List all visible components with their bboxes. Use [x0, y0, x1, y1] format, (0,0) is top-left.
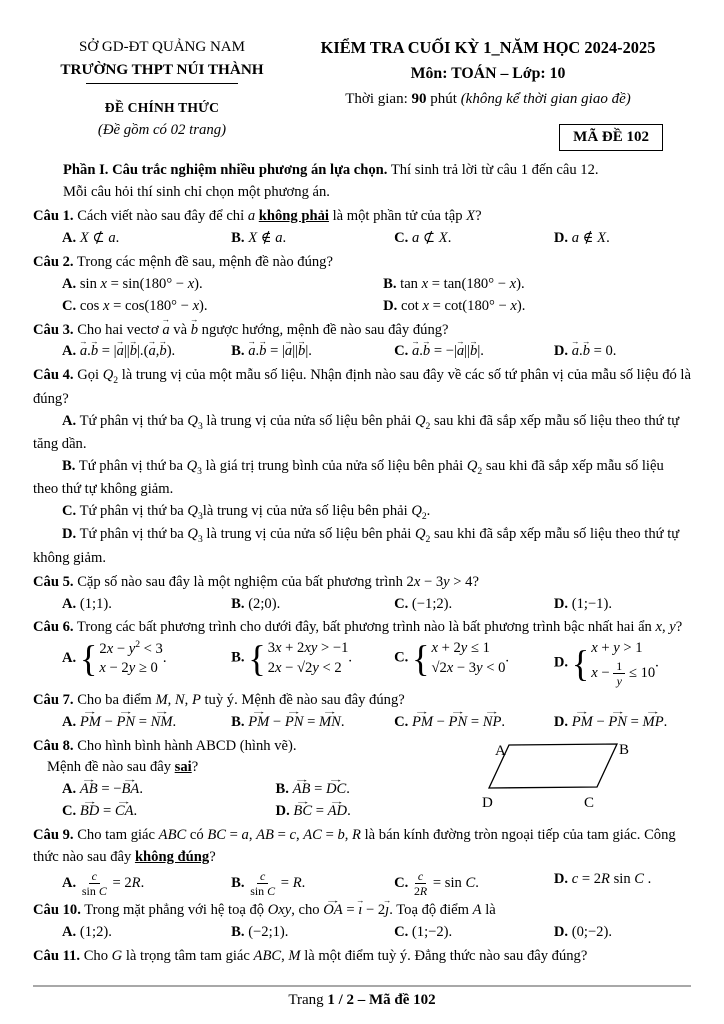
question-2-option-A: A. sin x = sin(180° − x). [62, 275, 203, 292]
question-1-option-D: D. a ∉ X. [553, 229, 610, 246]
question-1-option-B: B. X ∉ a. [231, 229, 287, 246]
question-9-option-D: D. c = 2R sin C . [553, 870, 652, 887]
question-5 [33, 572, 691, 616]
school-name: TRƯỜNG THPT NÚI THÀNH [60, 60, 264, 78]
questions [33, 206, 691, 968]
question-11 [33, 946, 691, 968]
part1-intro-line2: Mỗi câu hỏi thí sinh chỉ chọn một phương án. [63, 184, 330, 201]
question-4-option-A: A. Tứ phân vị thứ ba $Q_3$ là trung vị của nửa số liệu bên phải $Q_2$ sau khi đã sắp xếp mẫu số liệu theo thứ tự tăng dần. [33, 412, 680, 452]
question-8-text2: Mệnh đề nào sau đây sai? [47, 759, 199, 776]
question-6-option-C: C. { x + 2y ≤ 1 √2x − 3y < 0 . [394, 638, 510, 679]
page-footer [33, 985, 691, 1012]
question-4 [33, 365, 691, 569]
svg-text:D: D [482, 794, 493, 810]
question-5-option-B: B. (2;0). [231, 595, 281, 612]
question-6-option-A: A. { $2x - y^2 < 3$ x − 2y ≥ 0 . [62, 638, 167, 680]
footer-page-label: Trang 1 / 2 – Mã đề 102 [288, 991, 436, 1008]
question-5-option-C: C. (−1;2). [394, 595, 453, 612]
question-3-text: Câu 3. Cho hai vectơ a → và b → ngược hướng, mệnh đề nào sau đây đúng? [33, 320, 691, 342]
question-3-option-B: B. a →.b → = |a →||b →|. [231, 341, 390, 363]
question-7-options [62, 712, 691, 734]
department-name: SỞ GD-ĐT QUẢNG NAM [79, 39, 245, 55]
question-3-option-A: A. a →.b → = |a →||b →|.(a →,b →). [62, 341, 227, 363]
question-8-body [33, 736, 479, 824]
question-4-options [33, 411, 691, 570]
parallelogram-svg [479, 736, 631, 810]
question-10 [33, 900, 691, 944]
exam-subject: Môn: TOÁN – Lớp: 10 [410, 64, 566, 82]
question-7-option-A: A. PM → − PN → = NM →. [62, 712, 227, 734]
svg-text:B: B [619, 741, 630, 758]
exam-header [33, 36, 691, 151]
question-4-option-C: C. Tứ phân vị thứ ba $Q_3là$ trung vị của nửa số liệu bên phải $Q_2$. [62, 503, 431, 522]
question-2-option-B: B. tan x = tan(180° − x). [383, 275, 525, 292]
question-8-option-D: D. BC → = AD →. [276, 801, 479, 823]
question-1-options [62, 228, 691, 250]
exam-title: KIỂM TRA CUỐI KỲ 1_NĂM HỌC 2024-2025 [320, 38, 656, 57]
question-8-options [62, 779, 479, 823]
question-10-option-B: B. (−2;1). [231, 924, 289, 941]
question-6 [33, 617, 691, 687]
question-3-option-D: D. a →.b → = 0. [554, 341, 691, 363]
footer-divider [33, 985, 691, 987]
school-block [33, 36, 291, 151]
question-2-text: Câu 2. Trong các mệnh đề sau, mệnh đề nào đúng? [33, 253, 333, 270]
question-1-option-C: C. a ⊄ X. [394, 229, 452, 246]
question-9-option-C: C. $\frac{c}{2R}$ = sin C. [394, 868, 479, 899]
question-1-option-A: A. X ⊄ a. [62, 229, 120, 246]
question-9-option-B: B. $\frac{c}{\text{sin C}}$ = R. [231, 868, 306, 899]
question-5-options [62, 594, 691, 616]
question-8-option-C: C. BD → = CA →. [62, 801, 272, 823]
question-7-text: Câu 7. Cho ba điểm M, N, P tuỳ ý. Mệnh đề nào sau đây đúng? [33, 691, 405, 708]
parallelogram-ABCD-figure [479, 736, 631, 818]
question-3-option-C: C. a →.b → = −|a →||b →|. [394, 341, 550, 363]
school-underline [86, 83, 238, 84]
question-10-option-C: C. (1;−2). [394, 924, 453, 941]
official-exam-label: ĐỀ CHÍNH THỨC [104, 100, 220, 116]
question-1-text: Câu 1. Cách viết nào sau đây để chỉ a không phải là một phần tử của tập X? [33, 208, 482, 225]
question-5-option-D: D. (1;−1). [553, 595, 612, 612]
question-2-option-C: C. cos x = cos(180° − x). [62, 297, 208, 314]
question-4-text: Câu 4. Gọi $Q_2$ là trung vị của một mẫu số liệu. Nhận định nào sau đây về các số tứ phân vị của mẫu số liệu đó là đúng? [33, 367, 691, 407]
question-9 [33, 825, 691, 898]
question-3 [33, 320, 691, 364]
part1-intro-line1: Phần I. Câu trắc nghiệm nhiều phương án lựa chọn. Thí sinh trả lời từ câu 1 đến câu 12. [63, 162, 599, 179]
question-10-options [62, 922, 691, 944]
question-10-option-D: D. (0;−2). [553, 924, 612, 941]
question-7-option-C: C. PM → − PN → = NP →. [394, 712, 550, 734]
question-6-options [62, 639, 691, 687]
question-8-option-B: B. AB → = DC →. [276, 779, 479, 801]
question-5-option-A: A. (1;1). [62, 595, 112, 612]
question-2-options [62, 274, 691, 318]
question-8-option-A: A. AB → = −BA →. [62, 779, 272, 801]
question-9-options [62, 869, 691, 898]
question-9-text: Câu 9. Cho tam giác ABC có BC = a, AB = c, AC = b, R là bán kính đường tròn ngoại tiếp của tam giác. Công thức nào sau đây không đúng? [33, 827, 676, 866]
svg-text:A: A [495, 742, 506, 759]
question-5-text: Câu 5. Cặp số nào sau đây là một nghiệm của bất phương trình 2x − 3y > 4? [33, 573, 479, 590]
question-11-text: Câu 11. Cho G là trọng tâm tam giác ABC, M là một điểm tuỳ ý. Đẳng thức nào sau đây đúng? [33, 947, 588, 964]
question-6-option-B: B. { 3x + 2xy > −1 2x − √2y < 2 . [231, 638, 353, 679]
part1-intro [33, 160, 691, 204]
question-1 [33, 206, 691, 250]
question-9-option-A: A. $\frac{c}{\text{sin C}}$ = 2R. [62, 868, 145, 899]
question-7-option-D: D. PM → − PN → = MP →. [554, 712, 691, 734]
question-7-option-B: B. PM → − PN → = MN →. [231, 712, 390, 734]
question-3-options [62, 341, 691, 363]
page-count-note: (Đề gồm có 02 trang) [97, 121, 227, 138]
question-10-text: Câu 10. Trong mặt phẳng với hệ toạ độ Oxy, cho OA → = ı → − 2ȷ →. Toạ độ điểm A là [33, 900, 691, 922]
question-4-option-D: D. Tứ phân vị thứ ba $Q_3$ là trung vị của nửa số liệu bên phải $Q_2$ sau khi đã sắp xếp mẫu số liệu theo thứ tự không giảm. [33, 526, 680, 566]
question-8 [33, 736, 691, 824]
question-8-text: Câu 8. Cho hình bình hành ABCD (hình vẽ). [33, 737, 297, 754]
question-10-option-A: A. (1;2). [62, 924, 112, 941]
exam-duration: Thời gian: 90 phút (không kể thời gian giao đề) [345, 91, 631, 108]
exam-title-block [291, 36, 691, 151]
question-4-option-B: B. Tứ phân vị thứ ba $Q_3$ là giá trị trung bình của nửa số liệu bên phải $Q_2$ sau khi đã sắp xếp mẫu số liệu theo thứ tự không giảm. [33, 457, 664, 498]
question-8-row [33, 736, 691, 824]
question-6-text: Câu 6. Trong các bất phương trình cho dưới đây, bất phương trình nào là bất phương trình bậc nhất hai ẩn x, y? [33, 619, 683, 636]
question-2-option-D: D. cot x = cot(180° − x). [383, 297, 526, 314]
exam-code-badge: MÃ ĐỀ 102 [559, 124, 663, 152]
question-6-option-D: D. { x + y > 1 x − $\frac{1}{y}$ ≤ 10 . [553, 640, 659, 688]
question-7 [33, 690, 691, 734]
svg-text:C: C [584, 794, 595, 810]
question-2 [33, 252, 691, 318]
